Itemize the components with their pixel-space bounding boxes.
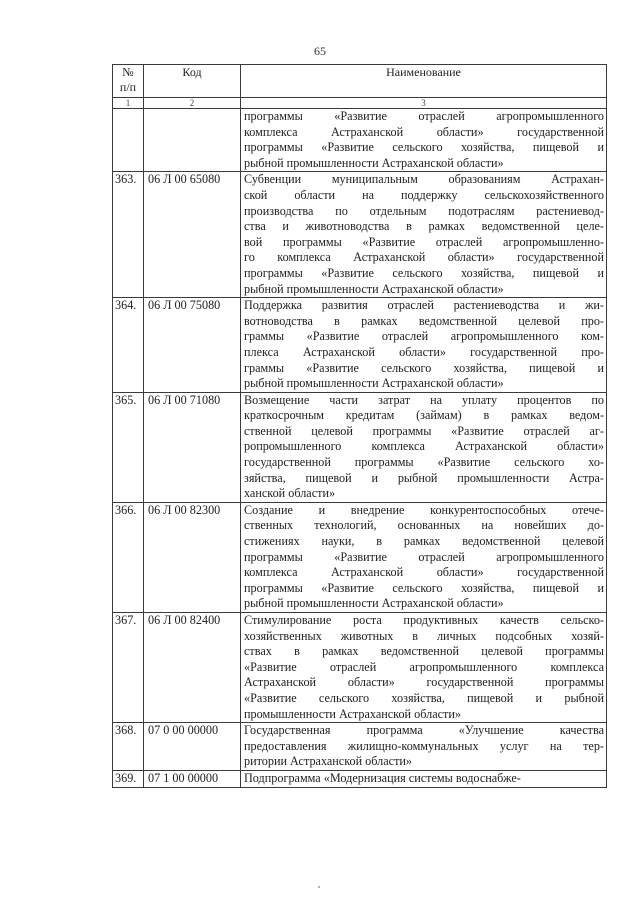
row-code: 06 Л 00 82300 — [144, 502, 241, 612]
row-number: 367. — [113, 613, 144, 723]
table-row — [113, 770, 607, 787]
row-code: 07 1 00 00000 — [144, 770, 241, 787]
row-code: 07 0 00 00000 — [144, 723, 241, 771]
row-name-line: Создание и внедрение конкурентоспособных отече- — [244, 502, 604, 517]
row-name-line: стижениях науки, в рамках ведомственной целевой — [244, 534, 604, 549]
row-number: 365. — [113, 392, 144, 502]
page-number: 65 — [314, 44, 326, 58]
row-name-line: рыбной промышленности Астраханской области» — [244, 155, 504, 170]
row-name-line: зяйства, пищевой и рыбной промышленности Астра- — [244, 470, 604, 485]
row-name — [241, 392, 607, 502]
row-name-line: рыбной промышленности Астраханской области» — [244, 281, 504, 296]
row-name-line: граммы «Развитие отраслей агропромышленного ком- — [244, 329, 604, 344]
row-name — [241, 770, 607, 787]
row-name-line: Стимулирование роста продуктивных качеств сельско- — [244, 613, 604, 627]
row-name-line: вой программы «Развитие отраслей агропромышленно- — [244, 234, 604, 249]
table-row — [113, 613, 607, 723]
table-body — [113, 109, 607, 788]
table-row — [113, 392, 607, 502]
row-name — [241, 298, 607, 393]
column-number-row — [113, 98, 607, 109]
row-code: 06 Л 00 65080 — [144, 172, 241, 298]
row-number: 364. — [113, 298, 144, 393]
row-name-line: «Развитие отраслей агропромышленного комплекса — [244, 659, 604, 674]
row-name-line: го комплекса Астраханской области» государственной — [244, 250, 604, 265]
header-code: Код — [144, 65, 241, 98]
column-number: 3 — [241, 98, 607, 109]
row-name-line: комплекса Астраханской области» государственной — [244, 565, 604, 580]
row-name-line: «Развитие сельского хозяйства, пищевой и рыбной — [244, 690, 604, 705]
row-name-line: ствах в рамках ведомственной целевой программы — [244, 644, 604, 659]
row-name — [241, 172, 607, 298]
header-name: Наименование — [241, 65, 607, 98]
row-name-line: программы «Развитие сельского хозяйства, пищевой и — [244, 140, 604, 155]
budget-classification-table — [112, 64, 607, 788]
row-name-line: хозяйственных животных в личных подсобных хозяй- — [244, 628, 604, 643]
row-name-line: ханской области» — [244, 486, 336, 501]
row-name-line: Возмещение части затрат на уплату процентов по — [244, 392, 604, 407]
row-name-line: ропромышленного комплекса Астраханской области» — [244, 439, 604, 454]
table-row — [113, 298, 607, 393]
row-code: 06 Л 00 71080 — [144, 392, 241, 502]
header-num: № п/п — [113, 65, 144, 98]
row-name-line: рыбной промышленности Астраханской области» — [244, 596, 504, 611]
row-name-line: ства и животноводства в рамках ведомственной целе- — [244, 219, 604, 234]
row-number: 363. — [113, 172, 144, 298]
row-name-line: ритории Астраханской области» — [244, 754, 413, 769]
row-name-line: Государственная программа «Улучшение качества — [244, 723, 604, 738]
table-row — [113, 723, 607, 771]
row-name-line: государственной программы «Развитие сельского хо- — [244, 455, 604, 470]
row-name — [241, 502, 607, 612]
row-number: 369. — [113, 770, 144, 787]
row-name-line: рыбной промышленности Астраханской области» — [244, 376, 504, 391]
row-name-line: программы «Развитие сельского хозяйства, пищевой и — [244, 265, 604, 280]
row-name-line: ственной целевой программы «Развитие отраслей аг- — [244, 423, 604, 438]
row-name-line: ственных технологий, основанных на новейших до- — [244, 518, 604, 533]
table-row — [113, 109, 607, 172]
row-name-line: предоставления жилищно-коммунальных услуг на тер- — [244, 738, 604, 753]
row-name-line: плекса Астраханской области» государственной про- — [244, 344, 604, 359]
column-number: 2 — [144, 98, 241, 109]
row-name-line: вотноводства в рамках ведомственной целевой про- — [244, 313, 604, 328]
row-name — [241, 109, 607, 172]
row-name-line: Субвенции муниципальным образованиям Астрахан- — [244, 172, 604, 187]
row-number: 366. — [113, 502, 144, 612]
row-name-line: ской области на поддержку сельскохозяйственного — [244, 187, 604, 202]
row-name-line: Поддержка развития отраслей растениеводства и жи- — [244, 298, 604, 313]
row-code: 06 Л 00 82400 — [144, 613, 241, 723]
row-name-line: программы «Развитие отраслей агропромышленного — [244, 109, 604, 123]
row-name-line: программы «Развитие отраслей агропромышленного — [244, 549, 604, 564]
row-number — [113, 109, 144, 172]
row-name-line: программы «Развитие сельского хозяйства, пищевой и — [244, 580, 604, 595]
row-name-line: краткосрочным кредитам (займам) в рамках ведом- — [244, 408, 604, 423]
row-code — [144, 109, 241, 172]
row-name-line: производства по отдельным подотраслям растениевод- — [244, 203, 604, 218]
scan-speck — [318, 886, 320, 888]
row-name-line: Астраханской области» государственной программы — [244, 675, 604, 690]
row-number: 368. — [113, 723, 144, 771]
row-name-line: комплекса Астраханской области» государственной — [244, 124, 604, 139]
table-row — [113, 172, 607, 298]
row-name-line: граммы «Развитие сельского хозяйства, пищевой и — [244, 360, 604, 375]
row-name-line: промышленности Астраханской области» — [244, 706, 461, 721]
table-header-row — [113, 65, 607, 98]
row-code: 06 Л 00 75080 — [144, 298, 241, 393]
table-row — [113, 502, 607, 612]
column-number: 1 — [113, 98, 144, 109]
row-name-line: Подпрограмма «Модернизация системы водоснабже- — [244, 770, 521, 785]
row-name — [241, 613, 607, 723]
row-name — [241, 723, 607, 771]
